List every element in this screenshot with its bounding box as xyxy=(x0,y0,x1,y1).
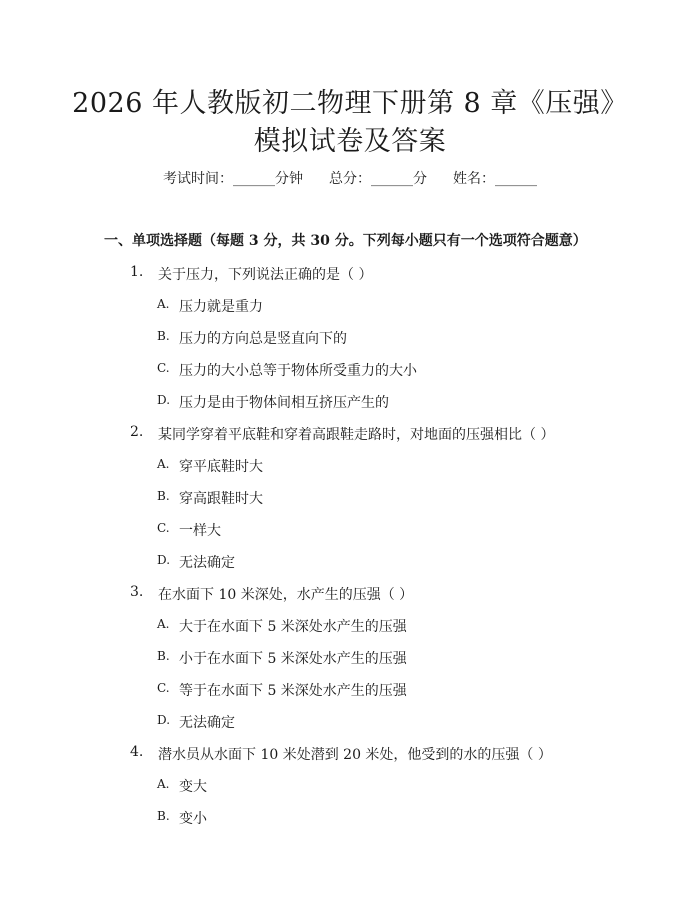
option-text: 等于在水面下 5 米深处水产生的压强 xyxy=(179,683,407,699)
option-letter: A. xyxy=(157,297,170,311)
name-blank: ______ xyxy=(495,171,537,187)
option-letter: B. xyxy=(157,489,170,503)
document-title-line1: 2026 年人教版初二物理下册第 8 章《压强》 xyxy=(72,88,628,119)
question-text: 潜水员从水面下 10 米处潜到 20 米处，他受到的水的压强（ ） xyxy=(158,747,552,763)
option-text: 穿平底鞋时大 xyxy=(179,459,263,475)
option-letter: D. xyxy=(157,713,171,727)
question-3-option-c xyxy=(157,680,657,700)
option-text: 一样大 xyxy=(179,523,221,539)
option-letter: A. xyxy=(157,457,170,471)
question-3-option-a xyxy=(157,616,657,636)
question-4-option-b xyxy=(157,808,657,828)
question-3 xyxy=(130,584,650,604)
time-label: 考试时间： xyxy=(163,171,233,187)
time-unit: 分钟 xyxy=(275,171,303,187)
option-letter: D. xyxy=(157,393,171,407)
option-text: 变小 xyxy=(179,811,207,827)
option-text: 小于在水面下 5 米深处水产生的压强 xyxy=(179,651,407,667)
option-text: 压力的大小总等于物体所受重力的大小 xyxy=(179,363,417,379)
question-text: 关于压力，下列说法正确的是（ ） xyxy=(158,267,373,283)
question-text: 在水面下 10 米深处，水产生的压强（ ） xyxy=(158,587,414,603)
question-3-option-d xyxy=(157,712,657,732)
question-number: 2. xyxy=(130,424,144,440)
question-1-option-a xyxy=(157,296,657,316)
question-4-option-a xyxy=(157,776,657,796)
question-2-option-d xyxy=(157,552,657,572)
document-title-line2: 模拟试卷及答案 xyxy=(253,126,447,157)
score-unit: 分 xyxy=(413,171,427,187)
option-text: 大于在水面下 5 米深处水产生的压强 xyxy=(179,619,407,635)
option-text: 压力的方向总是竖直向下的 xyxy=(179,331,347,347)
question-3-option-b xyxy=(157,648,657,668)
option-letter: C. xyxy=(157,361,170,375)
option-letter: A. xyxy=(157,777,170,791)
option-text: 无法确定 xyxy=(179,555,235,571)
section-heading: 一、单项选择题（每题 3 分，共 30 分。下列每小题只有一个选项符合题意） xyxy=(104,233,587,249)
option-letter: B. xyxy=(157,809,170,823)
score-label: 总分： xyxy=(329,171,371,187)
option-letter: B. xyxy=(157,329,170,343)
question-text: 某同学穿着平底鞋和穿着高跟鞋走路时，对地面的压强相比（ ） xyxy=(158,427,555,443)
exam-info-line xyxy=(0,168,700,188)
time-blank: ______ xyxy=(233,171,275,187)
question-2-option-b xyxy=(157,488,657,508)
question-1-option-d xyxy=(157,392,657,412)
question-number: 4. xyxy=(130,744,144,760)
question-2-option-c xyxy=(157,520,657,540)
option-text: 无法确定 xyxy=(179,715,235,731)
option-letter: A. xyxy=(157,617,170,631)
question-2 xyxy=(130,424,650,444)
question-1 xyxy=(130,264,650,284)
name-label: 姓名： xyxy=(453,171,495,187)
score-blank: ______ xyxy=(371,171,413,187)
question-number: 1. xyxy=(130,264,144,280)
option-text: 穿高跟鞋时大 xyxy=(179,491,263,507)
option-letter: B. xyxy=(157,649,170,663)
option-text: 变大 xyxy=(179,779,207,795)
option-letter: C. xyxy=(157,521,170,535)
option-letter: D. xyxy=(157,553,171,567)
question-4 xyxy=(130,744,650,764)
question-1-option-b xyxy=(157,328,657,348)
question-number: 3. xyxy=(130,584,144,600)
question-1-option-c xyxy=(157,360,657,380)
option-letter: C. xyxy=(157,681,170,695)
question-2-option-a xyxy=(157,456,657,476)
option-text: 压力就是重力 xyxy=(179,299,263,315)
option-text: 压力是由于物体间相互挤压产生的 xyxy=(179,395,389,411)
